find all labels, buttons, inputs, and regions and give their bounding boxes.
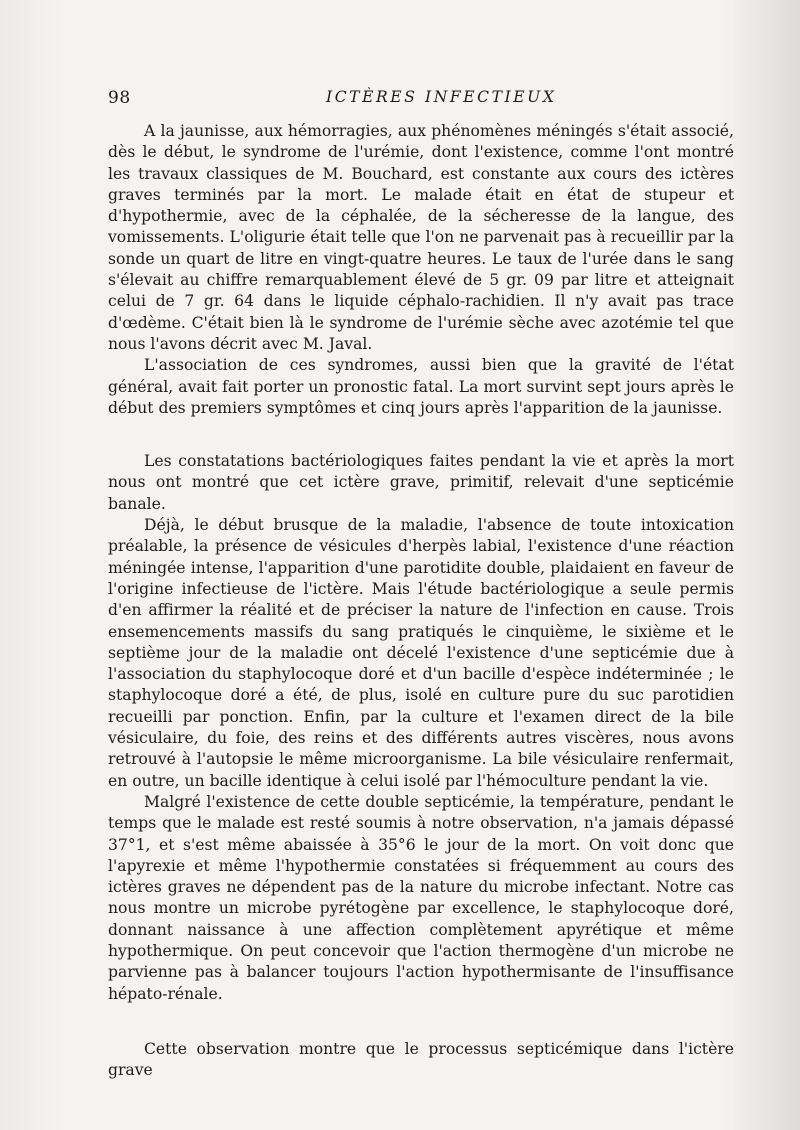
- paragraph-prognosis: L'association de ces syndromes, aussi bien que la gravité de l'état général, avait fait porter un pronostic fatal. La mort survint sept jours après le début des premiers symptômes et cinq jours après l'apparition de la jaunisse.: [108, 356, 734, 417]
- section-gap: [108, 1005, 734, 1039]
- section-gap: [108, 419, 734, 451]
- paragraph-uremia: A la jaunisse, aux hémorragies, aux phénomènes méningés s'était associé, dès le début, le syndrome de l'urémie, dont l'existence, comme l'ont montré les travaux classiques de M. Bouchard, est constante aux cours des ictères graves terminés par la mort. Le malade était en état de stupeur et d'hypothermie, avec de la céphalée, de la sécheresse de la langue, des vomissements. L'oligurie était telle que l'on ne parvenait pas à recueillir par la sonde un quart de litre en vingt-quatre heures. Le taux de l'urée dans le sang s'élevait au chiffre remarquablement élevé de 5 gr. 09 par litre et atteignait celui de 7 gr. 64 dans le liquide céphalo-rachidien. Il n'y avait pas trace d'œdème. C'était bien là le syndrome de l'urémie sèche avec azotémie tel que nous l'avons décrit avec M. Javal.: [108, 122, 734, 353]
- running-title: ICTÈRES INFECTIEUX: [326, 88, 557, 106]
- paragraph-septicemia: Déjà, le début brusque de la maladie, l'absence de toute intoxication préalable, la présence de vésicules d'herpès labial, l'existence d'une réaction méningée intense, l'apparition d'une parotidite double, plaidaient en faveur de l'origine infectieuse de l'ictère. Mais l'étude bactériologique a seule permis d'en affirmer la réalité et de préciser la nature de l'infection en cause. Trois ensemencements massifs du sang pratiqués le cinquième, le sixième et le septième jour de la maladie ont décelé l'existence d'une septicémie due à l'association du staphylocoque doré et d'un bacille d'espèce indéterminée ; le staphylocoque doré a été, de plus, isolé en culture pure du suc parotidien recueilli par ponction. Enfin, par la culture et l'examen direct de la bile vésiculaire, du foie, des reins et des différents autres viscères, nous avons retrouvé à l'autopsie le même microorganisme. La bile vésiculaire renfermait, en outre, un bacille identique à celui isolé par l'hémoculture pendant la vie.: [108, 516, 734, 790]
- paragraph-temperature: Malgré l'existence de cette double septicémie, la température, pendant le temps que le malade est resté soumis à notre observation, n'a jamais dépassé 37°1, et s'est même abaissée à 35°6 le jour de la mort. On voit donc que l'apyrexie et même l'hypothermie constatées si fréquemment au cours des ictères graves ne dépendent pas de la nature du microbe infectant. Notre cas nous montre un microbe pyrétogène par excellence, le staphylocoque doré, donnant naissance à une affection complètement apyrétique et même hypothermique. On peut concevoir que l'action thermogène d'un microbe ne parvienne pas à balancer toujours l'action hypothermisante de l'insuffisance hépato-rénale.: [108, 792, 734, 1003]
- body-text: [108, 121, 734, 1081]
- paragraph-bacteriology: Les constatations bactériologiques faites pendant la vie et après la mort nous ont montré que cet ictère grave, primitif, relevait d'une septicémie banale.: [108, 452, 734, 513]
- page-number: 98: [108, 88, 131, 108]
- paragraph-conclusion: Cette observation montre que le processus septicémique dans l'ictère grave: [108, 1039, 734, 1080]
- page-header: [108, 88, 736, 112]
